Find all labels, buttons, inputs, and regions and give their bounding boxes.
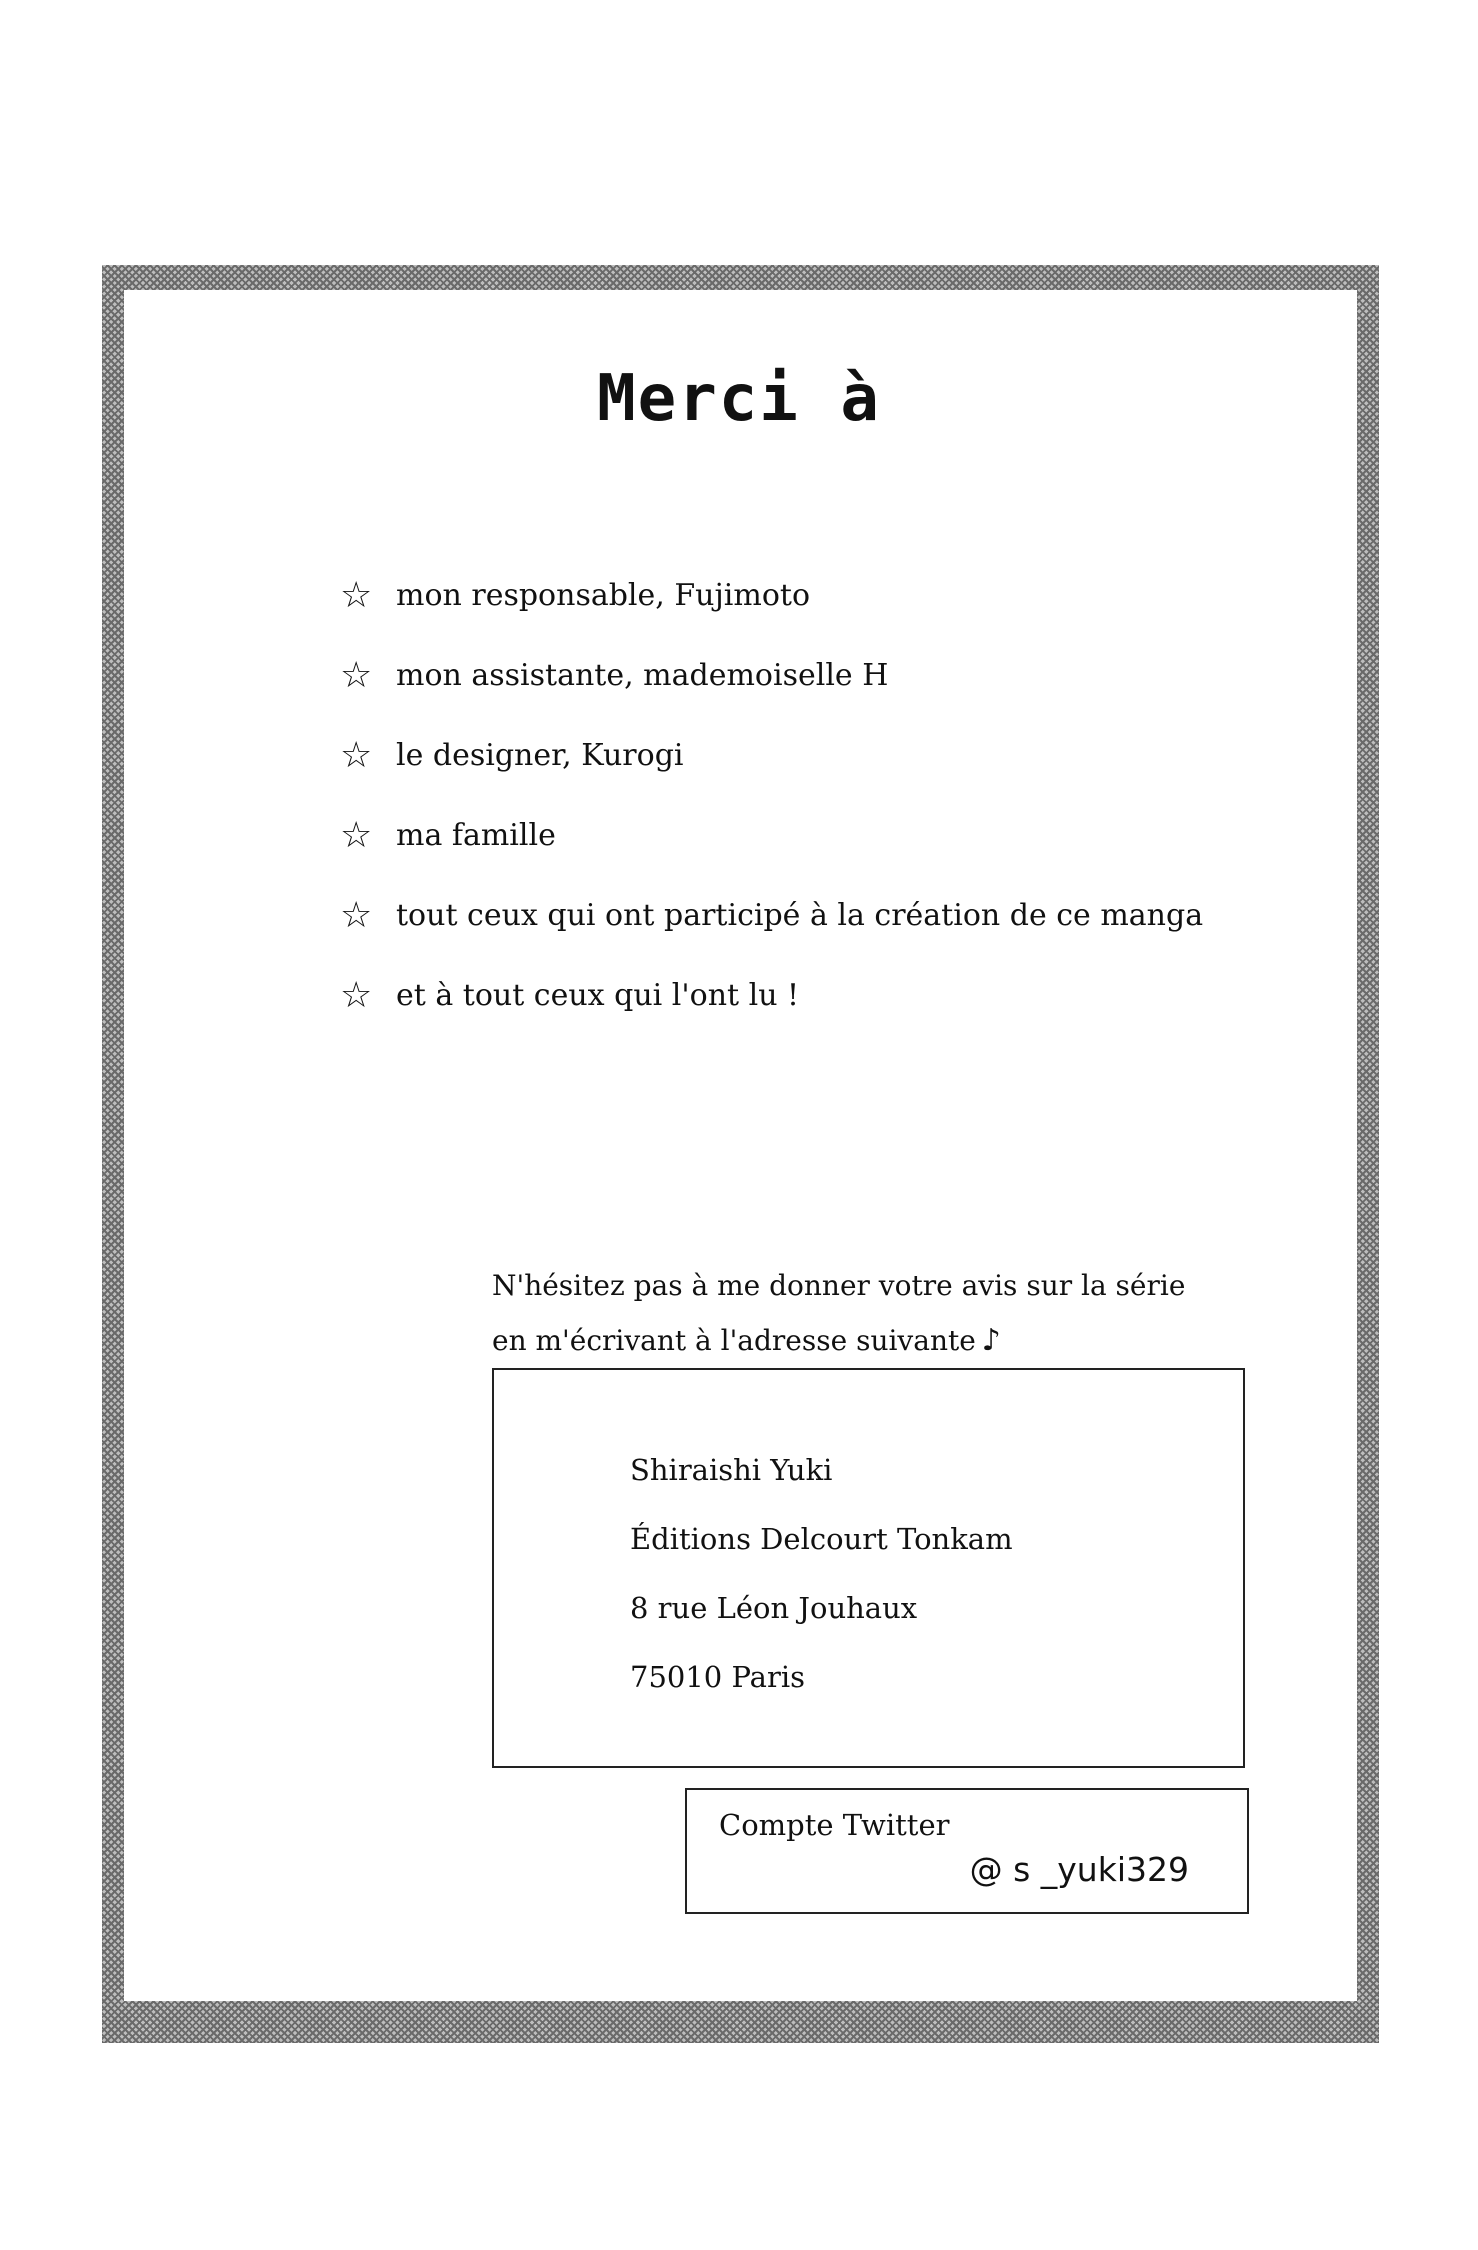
thanks-text: le designer, Kurogi — [396, 737, 684, 773]
music-note-icon: ♪ — [981, 1323, 1001, 1358]
twitter-box — [685, 1788, 1249, 1914]
star-outline-icon: ☆ — [340, 974, 373, 1016]
twitter-label: Compte Twitter — [719, 1808, 950, 1842]
star-outline-icon: ☆ — [340, 814, 373, 856]
list-item — [340, 715, 1203, 795]
list-item — [340, 635, 1203, 715]
invite-line-1: N'hésitez pas à me donner votre avis sur la série — [492, 1269, 1186, 1302]
address-city: 75010 Paris — [630, 1660, 805, 1694]
list-item — [340, 555, 1203, 635]
thanks-text: mon assistante, mademoiselle H — [396, 657, 889, 693]
star-outline-icon: ☆ — [340, 734, 373, 776]
page-title: Merci à — [597, 362, 881, 436]
list-item — [340, 875, 1203, 955]
invite-line-2: en m'écrivant à l'adresse suivante — [492, 1324, 976, 1357]
star-outline-icon: ☆ — [340, 574, 373, 616]
address-box — [492, 1368, 1245, 1768]
thanks-text: ma famille — [396, 817, 556, 853]
thanks-text: et à tout ceux qui l'ont lu ! — [396, 977, 800, 1013]
thanks-text: tout ceux qui ont participé à la création de ce manga — [396, 897, 1204, 933]
address-publisher: Éditions Delcourt Tonkam — [630, 1522, 1013, 1556]
star-outline-icon: ☆ — [340, 894, 373, 936]
page-border-frame — [102, 265, 1379, 2043]
list-item — [340, 795, 1203, 875]
twitter-handle: @ s _yuki329 — [969, 1850, 1189, 1889]
invite-text — [492, 1258, 1185, 1368]
address-street: 8 rue Léon Jouhaux — [630, 1591, 918, 1625]
thanks-list — [340, 555, 1203, 1035]
address-name: Shiraishi Yuki — [630, 1453, 833, 1487]
thanks-text: mon responsable, Fujimoto — [396, 577, 811, 613]
invite-line-2-row — [492, 1313, 1185, 1368]
list-item — [340, 955, 1203, 1035]
address-lines — [630, 1436, 1013, 1712]
star-outline-icon: ☆ — [340, 654, 373, 696]
